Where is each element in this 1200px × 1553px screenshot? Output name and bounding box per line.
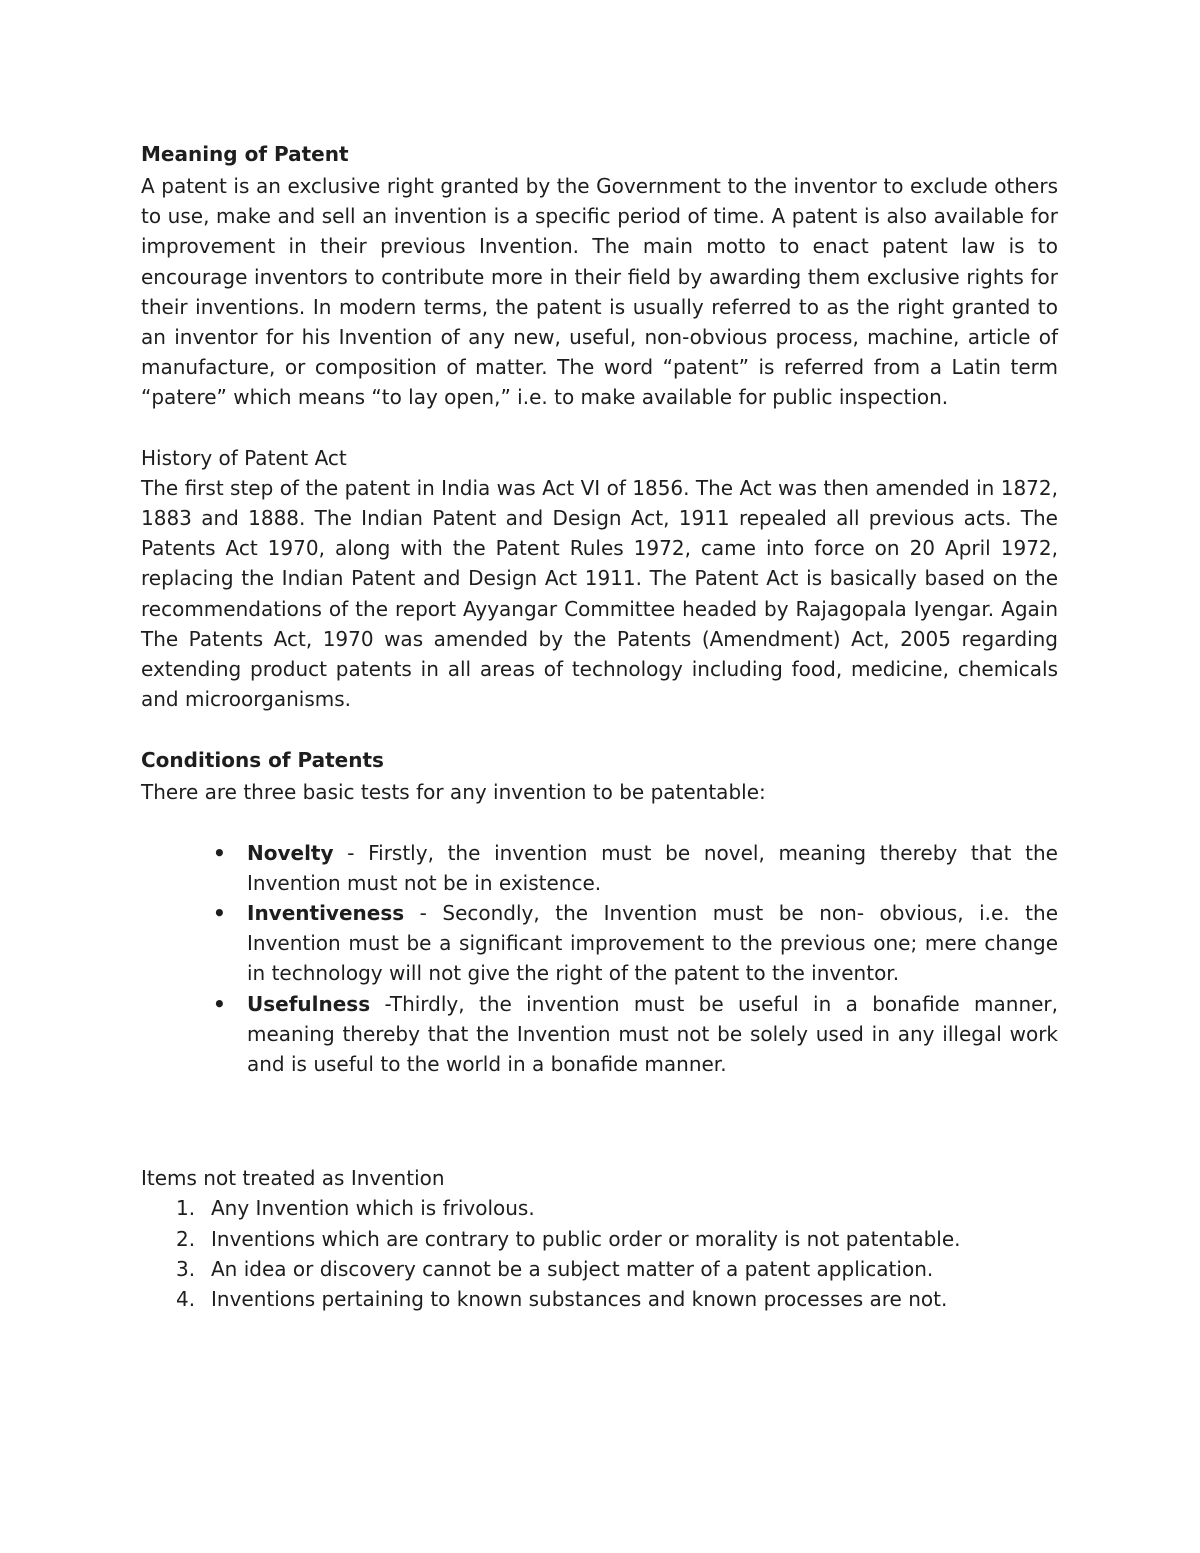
list-item-text: -Thirdly, the invention must be useful in a bonafide manner, meaning thereby that the Invention must not be solely used in any illegal work and is useful to the world in a bonafide manner. xyxy=(247,991,1058,1077)
list-item-number: 4. xyxy=(176,1287,196,1312)
list-item xyxy=(176,1193,1058,1223)
paragraph-meaning-of-patent: A patent is an exclusive right granted by the Government to the inventor to exclude others to use, make and sell an invention is a specific period of time. A patent is also available for improvement in their previous Invention. The main motto to enact patent law is to encourage inventors to contribute more in their field by awarding them exclusive rights for their inventions. In modern terms, the patent is usually referred to as the right granted to an inventor for his Invention of any new, useful, non-obvious process, machine, article of manufacture, or composition of matter. The word “patent” is referred from a Latin term “patere” which means “to lay open,” i.e. to make available for public inspection. xyxy=(141,174,1058,410)
bullet-icon: • xyxy=(213,991,226,1016)
paragraph-history-of-patent-act: The first step of the patent in India was Act VI of 1856. The Act was then amended in 1872, 1883 and 1888. The Indian Patent and Design Act, 1911 repealed all previous acts. The Patents Act 1970, along with the Patent Rules 1972, came into force on 20 April 1972, replacing the Indian Patent and Design Act 1911. The Patent Act is basically based on the recommendations of the report Ayyangar Committee headed by Rajagopala Iyengar. Again The Patents Act, 1970 was amended by the Patents (Amendment) Act, 2005 regarding extending product patents in all areas of technology including food, medicine, chemicals and microorganisms. xyxy=(141,475,1058,712)
section-heading-meaning-of-patent: Meaning of Patent xyxy=(141,142,349,166)
list-item-usefulness xyxy=(213,989,1058,1080)
spacer xyxy=(141,714,1058,744)
list-item-text: An idea or discovery cannot be a subject matter of a patent application. xyxy=(211,1256,934,1281)
list-item-inventiveness xyxy=(213,898,1058,989)
list-item-text: Inventions pertaining to known substances and known processes are not. xyxy=(211,1287,948,1312)
list-item xyxy=(176,1224,1058,1254)
list-item-number: 3. xyxy=(176,1256,196,1281)
list-item xyxy=(176,1284,1058,1314)
spacer xyxy=(141,1079,1058,1163)
conditions-list xyxy=(141,838,1058,1080)
non-invention-list xyxy=(141,1193,1058,1314)
list-item-text: Inventions which are contrary to public order or morality is not patentable. xyxy=(211,1226,961,1251)
list-item xyxy=(176,1254,1058,1284)
list-item-text: - Firstly, the invention must be novel, meaning thereby that the Invention must not be in existence. xyxy=(247,840,1058,895)
bullet-icon: • xyxy=(213,840,226,865)
bullet-icon: • xyxy=(213,901,226,926)
list-item-text: - Secondly, the Invention must be non- obvious, i.e. the Invention must be a significant improvement to the previous one; mere change in technology will not give the right of the patent to the inventor. xyxy=(247,901,1058,986)
list-item-term: Inventiveness xyxy=(247,901,405,926)
section-heading-items-not-treated-as-invention: Items not treated as Invention xyxy=(141,1166,445,1191)
list-item-term: Novelty xyxy=(247,840,334,865)
section-heading-conditions-of-patents: Conditions of Patents xyxy=(141,748,384,773)
spacer xyxy=(141,413,1058,443)
spacer xyxy=(141,808,1058,838)
list-item-text: Any Invention which is frivolous. xyxy=(211,1196,535,1221)
document-page xyxy=(141,138,1058,1314)
list-item-term: Usefulness xyxy=(247,991,371,1016)
list-item-number: 1. xyxy=(176,1196,196,1221)
list-item-novelty xyxy=(213,838,1058,898)
section-heading-history-of-patent-act: History of Patent Act xyxy=(141,445,347,470)
list-item-number: 2. xyxy=(176,1226,196,1251)
conditions-intro: There are three basic tests for any invention to be patentable: xyxy=(141,780,766,805)
